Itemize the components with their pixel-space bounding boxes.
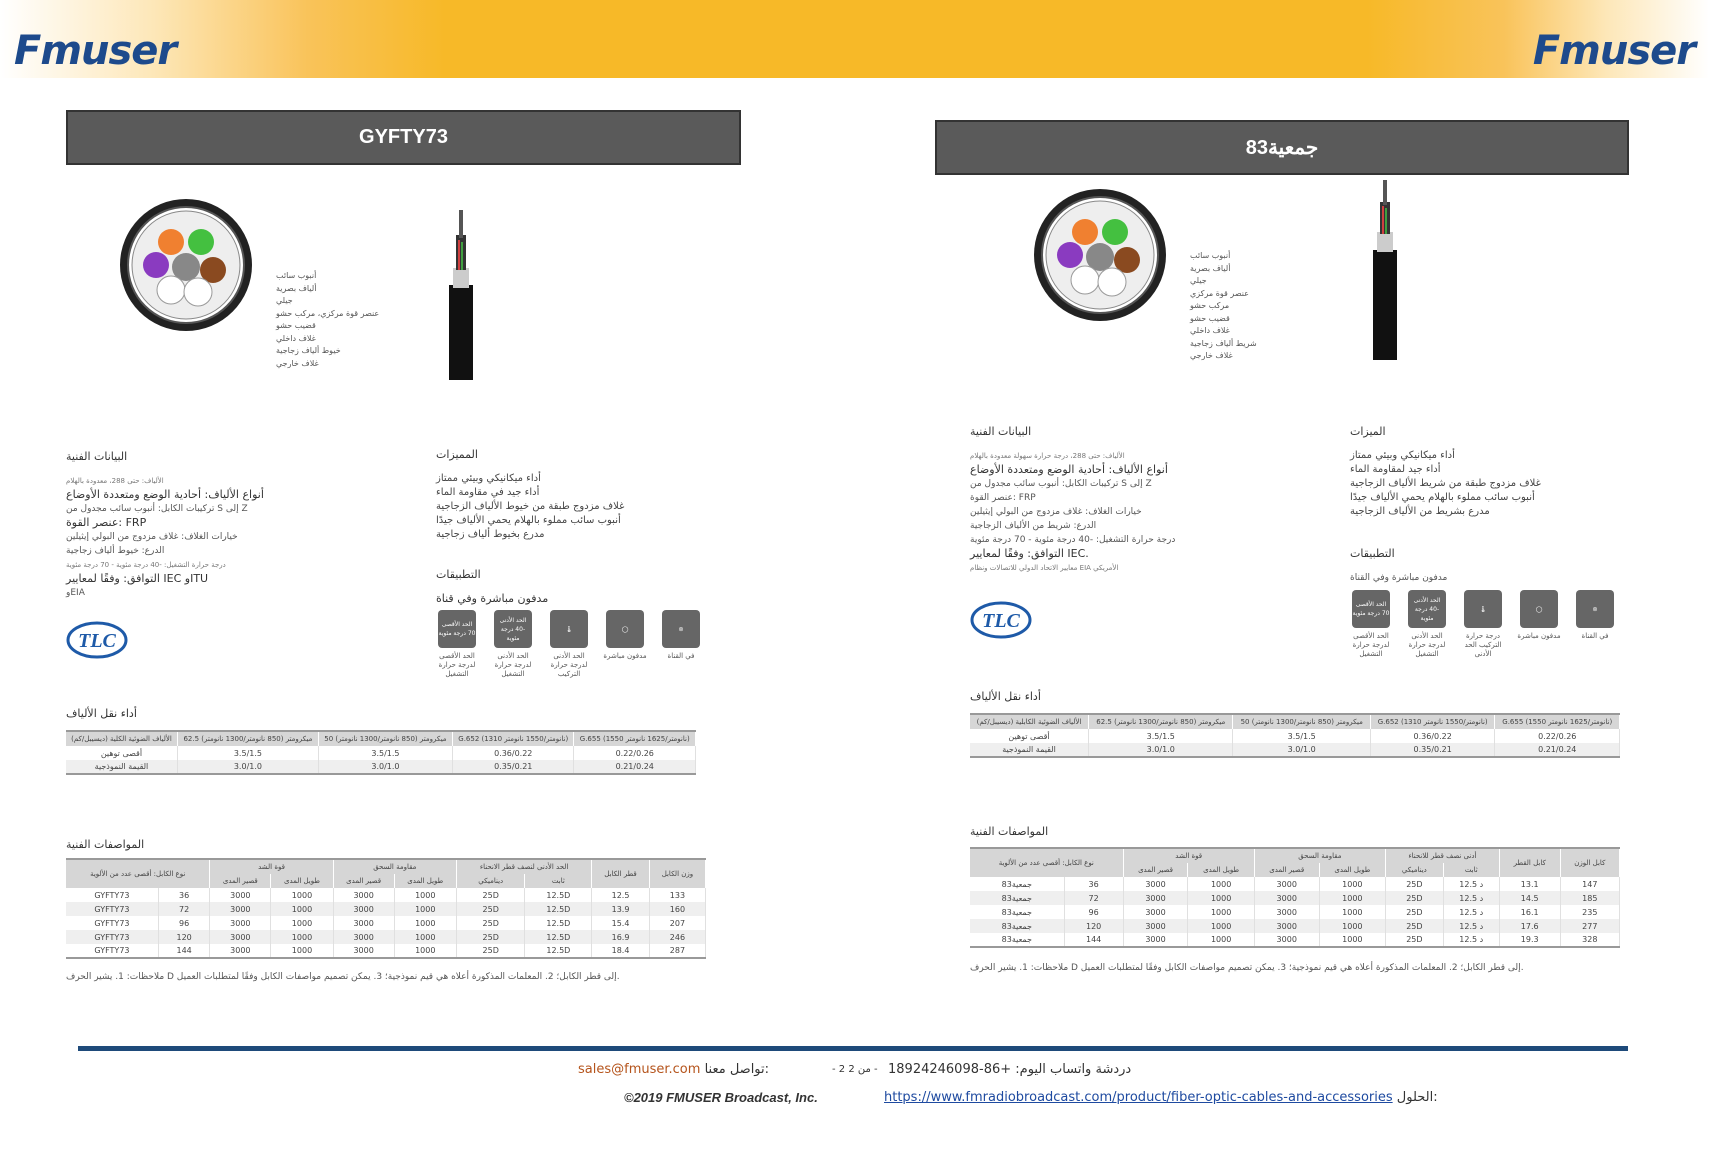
copyright: ©2019 FMUSER Broadcast, Inc. bbox=[624, 1090, 818, 1105]
table-row: GYFTY73 36 3000 1000 3000 1000 25D 12.5D 12.5 133 bbox=[66, 888, 706, 902]
svg-text:TLC: TLC bbox=[78, 630, 116, 652]
cable-photo bbox=[441, 210, 481, 380]
tlc-logo bbox=[66, 620, 128, 660]
cross-section-legend: أنبوب سائب ألياف بصرية جيلي عنصر قوة مركزي، مركب حشو قضيب حشو غلاف داخلي خيوط ألياف زجاجية غلاف خارجي bbox=[276, 271, 380, 368]
spec-title: المواصفات الفنية bbox=[66, 838, 145, 851]
spec-note: ملاحظات: 1. يشير الحرف D إلى قطر الكابل؛ 2. المعلمات المذكورة أعلاه هي قيم نموذجية؛ 3. يمكن تصميم مواصفات الكابل وفقًا لمتطلبات العميل. bbox=[970, 963, 1524, 973]
spec-note: ملاحظات: 1. يشير الحرف D إلى قطر الكابل؛ 2. المعلمات المذكورة أعلاه هي قيم نموذجية؛ 3. يمكن تصميم مواصفات الكابل وفقًا لمتطلبات العميل. bbox=[66, 972, 620, 982]
min-temp-icon: الحد الأدنى -40 درجة مئوية الحد الأدنى لدرجة حرارة التشغيل bbox=[490, 610, 536, 679]
email-link[interactable]: sales@fmuser.com bbox=[578, 1062, 701, 1077]
cable-hero bbox=[66, 165, 786, 405]
features: المميزات أداء ميكانيكي وبيئي ممتاز أداء جيد في مقاومة الماء غلاف مزدوج طبقة من خيوط الألياف الزجاجية أنبوب سائب مملوء بالهلام يحمي الألياف جيدًا مدرع بخيوط ألياف زجاجية bbox=[436, 448, 625, 540]
spec-table: نوع الكابل: أقصى عدد من الألوية قوة الشد مقاومة السحق الحد الأدنى لنصف قطر الانحناء قطر الكابل وزن الكابل قصير المدى طويل المدى قصير المدى طويل المدى ديناميكي ثابت GYFTY73 36 3000 1000 3000 1000 25D 12.5D 12.5 133 GYFTY73 72 3000 1000 3000 1000 25D 12.5D 13.9 160 GYFTY73 96 3000 1000 3000 1000 25D 12.5D 15.4 207 GYFTY73 120 3000 1000 3000 1000 25D 12.5D 16.9 246 GYFTY73 144 3000 1000 3000 1000 25D 12.5D 18.4 287 bbox=[66, 858, 706, 959]
applications: التطبيقات مدفون مباشرة وفي القناة bbox=[1350, 547, 1448, 583]
page-title: GYFTY73 bbox=[66, 110, 741, 165]
whatsapp-chat[interactable]: دردشة واتساب اليوم: +86-18924246098 bbox=[888, 1062, 1132, 1077]
header-band bbox=[0, 0, 1709, 78]
applications: التطبيقات مدفون مباشرة وفي قناة bbox=[436, 568, 549, 605]
max-temp-icon: الحد الأقصى 70 درجة مئوية الحد الأقصى لدرجة حرارة التشغيل bbox=[1348, 590, 1394, 659]
tech-data: البيانات الفنية الألياف: حتى 288، معدودة بالهلام أنواع الألياف: أحادية الوضع ومتعددة الأوضاع تركيبات الكابل: أنبوب سائب مجدول من S إلى Z عنصر القوة: FRP خيارات الغلاف: غلاف مزدوج من البولي إيثيلين الدرع: خيوط ألياف زجاجية درجة حرارة التشغيل: -40 درجة مئوية - 70 درجة مئوية التوافق: وفقًا لمعايير IEC وITU وEIA bbox=[66, 450, 264, 598]
table-row: جمعية83 72 3000 1000 3000 1000 25D 12.5 د 14.5 185 bbox=[970, 891, 1620, 905]
perf-title: أداء نقل الألياف bbox=[970, 690, 1041, 703]
max-temp-icon: الحد الأقصى 70 درجة مئوية الحد الأقصى لدرجة حرارة التشغيل bbox=[434, 610, 480, 679]
cable-hero bbox=[935, 175, 1655, 415]
tech-data: البيانات الفنية الألياف: حتى 288، درجة حرارة سهولة معدودة بالهلام أنواع الألياف: أحادية الوضع ومتعددة الأوضاع تركيبات الكابل: أنبوب سائب مجدول من S إلى Z عنصر القوة: FRP خيارات الغلاف: غلاف مزدوج من البولي إيثيلين الدرع: شريط من الألياف الزجاجية درجة حرارة التشغيل: -40 درجة مئوية - 70 درجة مئوية التوافق: وفقًا لمعايير IEC. معايير الاتحاد الدولي للاتصالات ونظام EIA الأمريكي bbox=[970, 425, 1176, 572]
min-temp-icon: الحد الأدنى -40 درجة مئوية الحد الأدنى لدرجة حرارة التشغيل bbox=[1404, 590, 1450, 659]
svg-text:TLC: TLC bbox=[982, 610, 1020, 632]
direct-buried-icon: ◯ مدفون مباشرة bbox=[602, 610, 648, 679]
features: الميزات أداء ميكانيكي وبيئي ممتاز أداء جيد لمقاومة الماء غلاف مزدوج طبقة من شريط الألياف الزجاجية أنبوب سائب مملوء بالهلام يحمي الألياف جيدًا مدرع بشريط من الألياف الزجاجية bbox=[1350, 425, 1541, 517]
table-row: GYFTY73 72 3000 1000 3000 1000 25D 12.5D 13.9 160 bbox=[66, 902, 706, 916]
application-icons bbox=[434, 610, 704, 679]
perf-title: أداء نقل الألياف bbox=[66, 707, 137, 720]
cable-cross-section-icon bbox=[1030, 185, 1170, 325]
table-row: القيمة النموذجية 3.0/1.0 3.0/1.0 0.35/0.21 0.21/0.24 bbox=[66, 760, 696, 774]
brand-logo-left[interactable]: Fmuser bbox=[14, 28, 177, 74]
table-row: GYFTY73 96 3000 1000 3000 1000 25D 12.5D 15.4 207 bbox=[66, 916, 706, 930]
duct-icon: ⊚ في القناة bbox=[658, 610, 704, 679]
table-row: جمعية83 96 3000 1000 3000 1000 25D 12.5 د 16.1 235 bbox=[970, 905, 1620, 919]
page-number: - 2 من 2 - bbox=[832, 1064, 878, 1075]
left-page bbox=[66, 110, 786, 982]
table-row: أقصى توهين 3.5/1.5 3.5/1.5 0.36/0.22 0.22/0.26 bbox=[970, 729, 1620, 743]
thermometer-icon: 🌡 درجة حرارة التركيب الحد الأدنى bbox=[1460, 590, 1506, 659]
application-icons bbox=[1348, 590, 1618, 659]
solutions-url-link[interactable]: https://www.fmradiobroadcast.com/product/fiber-optic-cables-and-accessories bbox=[884, 1090, 1393, 1105]
performance-table: الألياف الضوئية الكلية (ديسيبل/كم) 62.5 ميكرومتر (850 نانومتر/1300 نانومتر) 50 ميكرومتر (850 نانومتر/1300 نانومتر) G.652 (1310 نانومتر/1550 نانومتر) G.655 (1550 نانومتر/1625 نانومتر) أقصى توهين 3.5/1.5 3.5/1.5 0.36/0.22 0.22/0.26 القيمة النموذجية 3.0/1.0 3.0/1.0 0.35/0.21 0.21/0.24 bbox=[66, 730, 696, 775]
cable-cross-section-icon bbox=[116, 195, 256, 335]
table-row: أقصى توهين 3.5/1.5 3.5/1.5 0.36/0.22 0.22/0.26 bbox=[66, 746, 696, 760]
footer-rule bbox=[78, 1046, 1628, 1051]
solutions-link-row: https://www.fmradiobroadcast.com/product/fiber-optic-cables-and-accessories الحلول: bbox=[884, 1090, 1438, 1105]
thermometer-icon: 🌡 الحد الأدنى لدرجة حرارة التركيب bbox=[546, 610, 592, 679]
table-row: جمعية83 120 3000 1000 3000 1000 25D 12.5 د 17.6 277 bbox=[970, 919, 1620, 933]
brand-logo-right[interactable]: Fmuser bbox=[1532, 28, 1695, 74]
page-title: جمعية83 bbox=[935, 120, 1629, 175]
table-row: GYFTY73 120 3000 1000 3000 1000 25D 12.5D 16.9 246 bbox=[66, 930, 706, 944]
performance-table: الألياف الضوئية الكابلية (ديسيبل/كم) 62.5 ميكرومتر (850 نانومتر/1300 نانومتر) 50 ميكرومتر (850 نانومتر/1300 نانومتر) G.652 (1310 نانومتر/1550 نانومتر) G.655 (1550 نانومتر/1625 نانومتر) أقصى توهين 3.5/1.5 3.5/1.5 0.36/0.22 0.22/0.26 القيمة النموذجية 3.0/1.0 3.0/1.0 0.35/0.21 0.21/0.24 bbox=[970, 713, 1620, 758]
cable-photo bbox=[1365, 180, 1405, 360]
table-row: جمعية83 144 3000 1000 3000 1000 25D 12.5 د 19.3 328 bbox=[970, 933, 1620, 947]
cross-section-legend: أنبوب سائب ألياف بصرية جيلي عنصر قوة مركزي مركب حشو قضيب حشو غلاف داخلي شريط ألياف زجاجية غلاف خارجي bbox=[1190, 251, 1257, 360]
table-row: جمعية83 36 3000 1000 3000 1000 25D 12.5 د 13.1 147 bbox=[970, 877, 1620, 891]
table-row: GYFTY73 144 3000 1000 3000 1000 25D 12.5D 18.4 287 bbox=[66, 944, 706, 958]
tlc-logo bbox=[970, 600, 1032, 640]
right-page bbox=[935, 110, 1655, 973]
spec-title: المواصفات الفنية bbox=[970, 825, 1049, 838]
spec-table: نوع الكابل: أقصى عدد من الألوية قوة الشد مقاومة السحق أدنى نصف قطر للانحناء كابل القطر كابل الوزن قصير المدى طويل المدى قصير المدى طويل المدى ديناميكي ثابت جمعية83 36 3000 1000 3000 1000 25D 12.5 د 13.1 147 جمعية83 72 3000 1000 3000 1000 25D 12.5 د 14.5 185 جمعية83 96 3000 1000 3000 1000 25D 12.5 د 16.1 235 جمعية83 120 3000 1000 3000 1000 25D 12.5 د 17.6 277 جمعية83 144 3000 1000 3000 1000 25D 12.5 د 19.3 328 bbox=[970, 847, 1620, 948]
table-row: القيمة النموذجية 3.0/1.0 3.0/1.0 0.35/0.21 0.21/0.24 bbox=[970, 743, 1620, 757]
footer-contact: sales@fmuser.com تواصل معنا: bbox=[578, 1062, 770, 1077]
duct-icon: ⊚ في القناة bbox=[1572, 590, 1618, 659]
direct-buried-icon: ◯ مدفون مباشرة bbox=[1516, 590, 1562, 659]
